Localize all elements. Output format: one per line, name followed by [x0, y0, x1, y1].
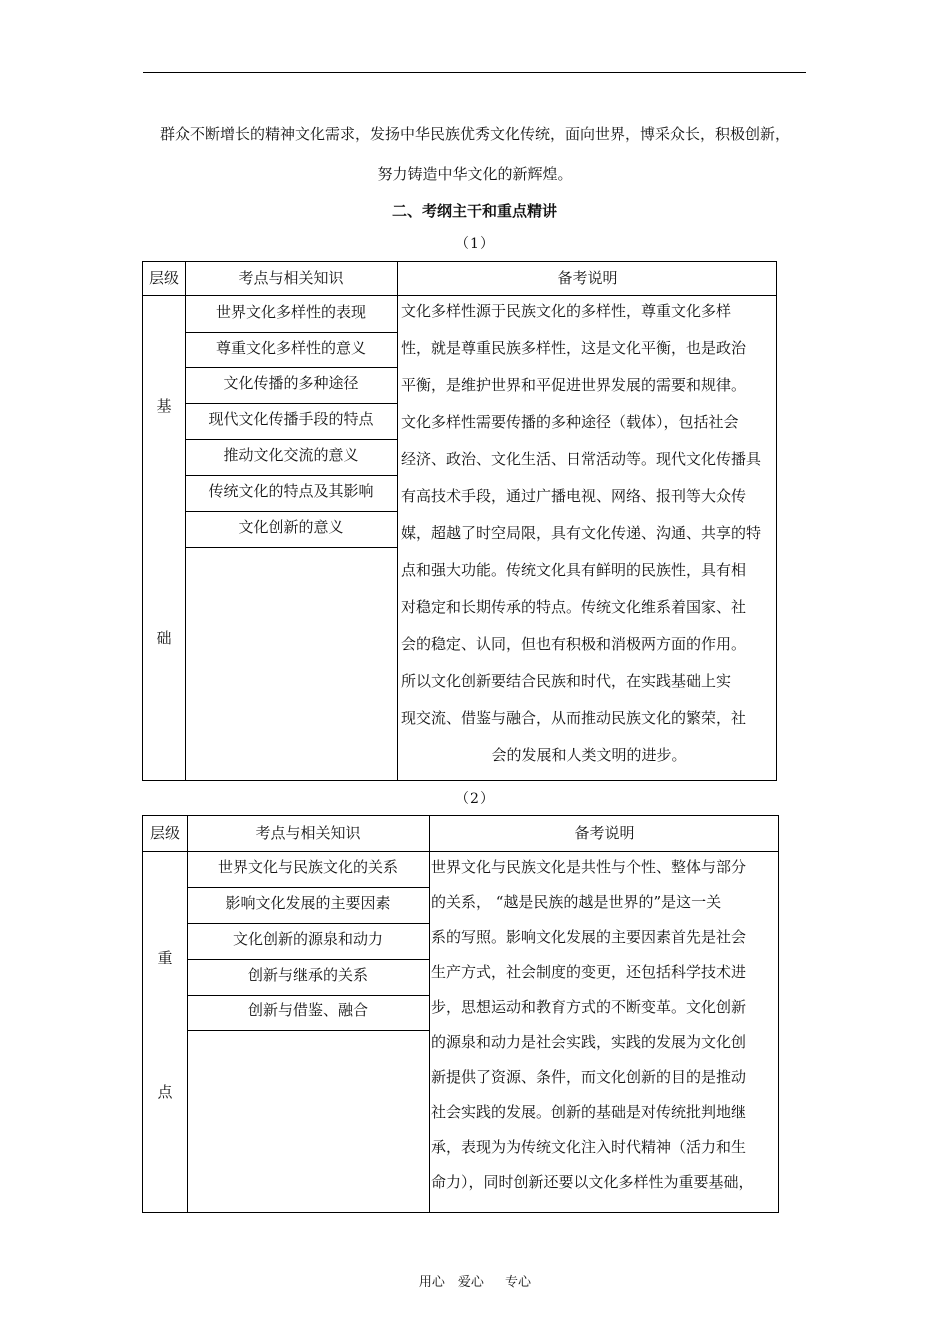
table2-topic: 创新与继承的关系: [247, 966, 368, 984]
table2-desc-line: 的关系， “越是民族的越是世界的”是这一关: [431, 893, 722, 911]
table1-desc-line: 点和强大功能。传统文化具有鲜明的民族性，具有相: [401, 561, 747, 579]
table2-header-notes: 备考说明: [574, 824, 635, 842]
table1-topic: 传统文化的特点及其影响: [208, 482, 374, 500]
table2-header-topics: 考点与相关知识: [255, 824, 361, 842]
table2-desc-line: 系的写照。影响文化发展的主要因素首先是社会: [431, 928, 747, 946]
table2-desc-line: 承，表现为为传统文化注入时代精神（活力和生: [431, 1138, 747, 1156]
table1-topic: 尊重文化多样性的意义: [215, 339, 366, 357]
intro-line-1: 群众不断增长的精神文化需求，发扬中华民族优秀文化传统，面向世界，博采众长，积极创新，: [159, 125, 790, 143]
table1-topic: 世界文化多样性的表现: [215, 303, 366, 321]
table2-description: [431, 850, 779, 1200]
table2-topic: 创新与借鉴、融合: [247, 1001, 368, 1019]
table2-desc-line: 步，思想运动和教育方式的不断变革。文化创新: [431, 998, 747, 1016]
table1-header-notes: 备考说明: [557, 269, 618, 287]
table2-level-char-2: 点: [157, 1083, 173, 1101]
table1-desc-line: 有高技术手段，通过广播电视、网络、报刊等大众传: [401, 487, 747, 505]
section-title: 二、考纲主干和重点精讲: [391, 202, 557, 220]
table1-topic: 文化传播的多种途径: [223, 374, 359, 392]
table2-desc-line: 命力），同时创新还要以文化多样性为重要基础，: [431, 1173, 754, 1191]
intro-line-2: 努力铸造中华文化的新辉煌。: [377, 165, 573, 183]
table1-desc-line: 会的稳定、认同，但也有积极和消极两方面的作用。: [401, 635, 747, 653]
table1-level-char-2: 础: [156, 629, 172, 647]
table2-desc-line: 世界文化与民族文化是共性与个性、整体与部分: [431, 858, 747, 876]
table1-desc-line: 对稳定和长期传承的特点。传统文化维系着国家、社: [401, 598, 747, 616]
table2: [142, 815, 779, 1213]
table1-desc-line: 文化多样性源于民族文化的多样性，尊重文化多样: [401, 302, 732, 320]
table1-desc-line: 媒，超越了时空局限，具有文化传递、沟通、共享的特: [401, 524, 762, 542]
table1-topic: 现代文化传播手段的特点: [208, 410, 374, 428]
table1-topic: 文化创新的意义: [238, 518, 344, 536]
table2-topic: 文化创新的源泉和动力: [232, 930, 383, 948]
table1-topic: 推动文化交流的意义: [223, 446, 359, 464]
table1-desc-line: 文化多样性需要传播的多种途径（载体），包括社会: [401, 413, 739, 431]
table1-header-level: 层级: [148, 269, 179, 287]
table1-header-topics: 考点与相关知识: [238, 269, 344, 287]
header-rule: [143, 72, 806, 73]
table1-desc-line: 所以文化创新要结合民族和时代，在实践基础上实: [401, 672, 732, 690]
table2-desc-line: 的源泉和动力是社会实践，实践的发展为文化创: [431, 1033, 747, 1051]
page-footer: 用心 爱心 专心: [418, 1275, 532, 1290]
table1-desc-line: 平衡，是维护世界和平促进世界发展的需要和规律。: [401, 376, 747, 394]
table1-desc-line: 现交流、借鉴与融合，从而推动民族文化的繁荣，社: [401, 709, 747, 727]
table1-desc-line: 会的发展和人类文明的进步。: [491, 746, 687, 764]
table2-caption: （2）: [455, 791, 495, 807]
table1: [142, 261, 777, 781]
table2-topic: 世界文化与民族文化的关系: [217, 858, 398, 876]
table1-desc-line: 性，就是尊重民族多样性，这是文化平衡，也是政治: [401, 339, 747, 357]
table2-level-char-1: 重: [157, 949, 173, 967]
table1-level-char-1: 基: [156, 397, 172, 415]
table2-header-level: 层级: [149, 824, 180, 842]
table2-desc-line: 生产方式，社会制度的变更，还包括科学技术进: [431, 963, 747, 981]
table1-desc-line: 经济、政治、文化生活、日常活动等。现代文化传播具: [401, 450, 762, 468]
table2-desc-line: 新提供了资源、条件，而文化创新的目的是推动: [431, 1068, 747, 1086]
table1-caption: （1）: [455, 236, 495, 252]
table2-desc-line: 社会实践的发展。创新的基础是对传统批判地继: [431, 1103, 747, 1121]
table2-topic: 影响文化发展的主要因素: [225, 894, 391, 912]
table1-description: [401, 293, 777, 774]
